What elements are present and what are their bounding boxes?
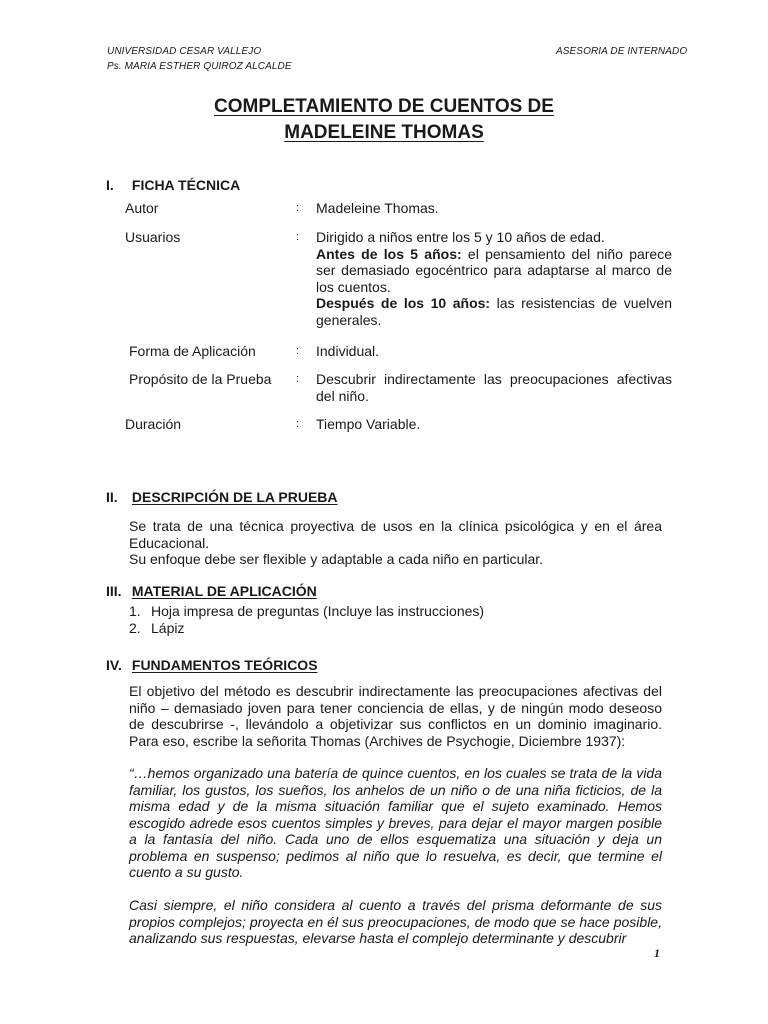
section-number: III.	[106, 583, 122, 599]
fundamentos-quote-1: “…hemos organizado una batería de quince cuentos, en los cuales se trata de la vida familiar, los gustos, los sueños, los anhelos de un niño o de una niña ficticios, de la misma edad y de la misma situación familiar que el sujeto examinado. Hemos escogido adrede esos cuentos simples y breves, para dejar el mayor margen posible a la fantasía del niño. Cada uno de ellos esquematiza una situación y deja un problema en suspenso; pedimos al niño que lo resuelva, es decir, que termine el cuento a su gusto.	[129, 765, 662, 880]
page-number: 1	[654, 946, 660, 960]
section-title: FICHA TÉCNICA	[131, 177, 241, 193]
colon: :	[296, 202, 300, 214]
material-list	[129, 603, 484, 637]
despues-label: Después de los 10 años:	[316, 295, 491, 311]
fundamentos-p1: El objetivo del método es descubrir indirectamente las preocupaciones afectivas del niño – demasiado joven para tener conciencia de ellas, y de ningún modo deseoso de descubrirse -, llevándolo a objetivizar sus conflictos en un dominio imaginario. Para eso, escribe la señorita Thomas (Archives de Psychogie, Diciembre 1937):	[129, 683, 662, 749]
colon: :	[296, 418, 300, 430]
descripcion-p1: Se trata de una técnica proyectiva de usos en la clínica psicológica y en el área Educacional.	[129, 518, 662, 551]
section-heading-descripcion	[106, 489, 338, 505]
section-number: IV.	[106, 657, 122, 673]
header-author: Ps. MARIA ESTHER QUIROZ ALCALDE	[107, 61, 292, 72]
section-title: FUNDAMENTOS TEÓRICOS	[131, 657, 318, 673]
label-usuarios: Usuarios	[125, 229, 181, 245]
antes-text: el pensamiento del niño parece ser demasiado egocéntrico para adaptarse al marco de los cuentos.	[316, 245, 672, 295]
list-item: 2. Lápiz	[129, 620, 185, 636]
value-forma: Individual.	[316, 343, 380, 359]
antes-label: Antes de los 5 años:	[316, 245, 462, 262]
descripcion-text	[129, 518, 662, 568]
despues-text: las resistencias de vuelven generales.	[316, 295, 672, 328]
section-title: MATERIAL DE APLICACIÓN	[131, 583, 317, 599]
title-line-2: MADELEINE THOMAS	[284, 122, 484, 143]
label-proposito: Propósito de la Prueba	[129, 371, 272, 387]
section-heading-fundamentos	[106, 657, 318, 673]
value-autor: Madeleine Thomas.	[316, 200, 439, 216]
section-number: II.	[106, 489, 118, 505]
section-number: I.	[106, 177, 114, 193]
title-line-1: COMPLETAMIENTO DE CUENTOS DE	[214, 96, 554, 117]
section-heading-material	[106, 583, 317, 599]
colon: :	[296, 231, 300, 243]
usuarios-antes	[316, 246, 672, 296]
label-forma: Forma de Aplicación	[129, 343, 256, 359]
list-item: 1. Hoja impresa de preguntas (Incluye las instrucciones)	[129, 603, 485, 619]
value-proposito: Descubrir indirectamente las preocupaciones afectivas del niño.	[316, 371, 672, 404]
colon: :	[296, 345, 300, 357]
fundamentos-quote-2: Casi siempre, el niño considera al cuento a través del prisma deformante de sus propios complejos; proyecta en él sus preocupaciones, de modo que se hace posible, analizando sus respuestas, elevarse hasta el complejo determinante y descubrir	[129, 897, 662, 946]
header-department: ASESORIA DE INTERNADO	[556, 46, 688, 57]
colon: :	[296, 373, 300, 385]
document-title	[0, 94, 768, 146]
value-usuarios	[316, 229, 672, 328]
section-heading-ficha	[106, 177, 240, 193]
label-autor: Autor	[125, 200, 159, 216]
section-title: DESCRIPCIÓN DE LA PRUEBA	[131, 489, 338, 505]
usuarios-despues	[316, 295, 672, 328]
value-duracion: Tiempo Variable.	[316, 416, 421, 432]
usuarios-line: Dirigido a niños entre los 5 y 10 años de edad.	[316, 229, 605, 245]
header-university: UNIVERSIDAD CESAR VALLEJO	[107, 46, 262, 57]
descripcion-p2: Su enfoque debe ser flexible y adaptable a cada niño en particular.	[129, 551, 544, 567]
label-duracion: Duración	[125, 416, 182, 432]
